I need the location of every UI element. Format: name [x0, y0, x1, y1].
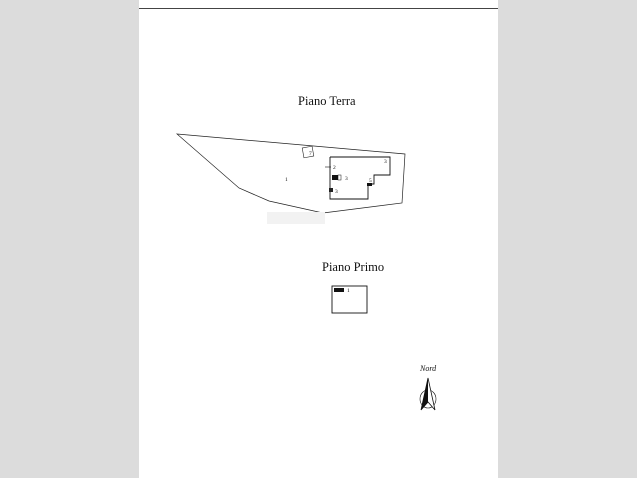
ground-floor-lot-outline — [177, 134, 405, 213]
north-arrow-icon — [420, 378, 436, 410]
ground-floor-label: 3 — [345, 176, 348, 182]
ground-floor-label: 3 — [384, 159, 387, 165]
ground-floor-label: 7 — [309, 151, 312, 157]
first-floor-label: 1 — [347, 288, 350, 294]
ground-floor-label: 1 — [285, 177, 288, 183]
first-floor-stair — [334, 288, 344, 292]
ground-floor-building — [330, 157, 390, 199]
ground-floor-label: 5 — [369, 178, 372, 184]
document-page — [139, 0, 498, 478]
north-label: Nord — [420, 364, 437, 373]
first-floor-title: Piano Primo — [322, 260, 385, 274]
floor-plan-drawing — [139, 0, 498, 478]
stair-symbol-dark — [329, 188, 333, 192]
stair-symbol-hatched — [338, 175, 341, 180]
stair-symbol — [332, 175, 338, 180]
ground-floor-label: 3 — [335, 189, 338, 195]
outbuilding-square — [302, 146, 314, 158]
gray-blur-mark — [267, 212, 325, 224]
ground-floor-label: 2 — [333, 165, 336, 171]
ground-floor-title: Piano Terra — [298, 94, 356, 108]
